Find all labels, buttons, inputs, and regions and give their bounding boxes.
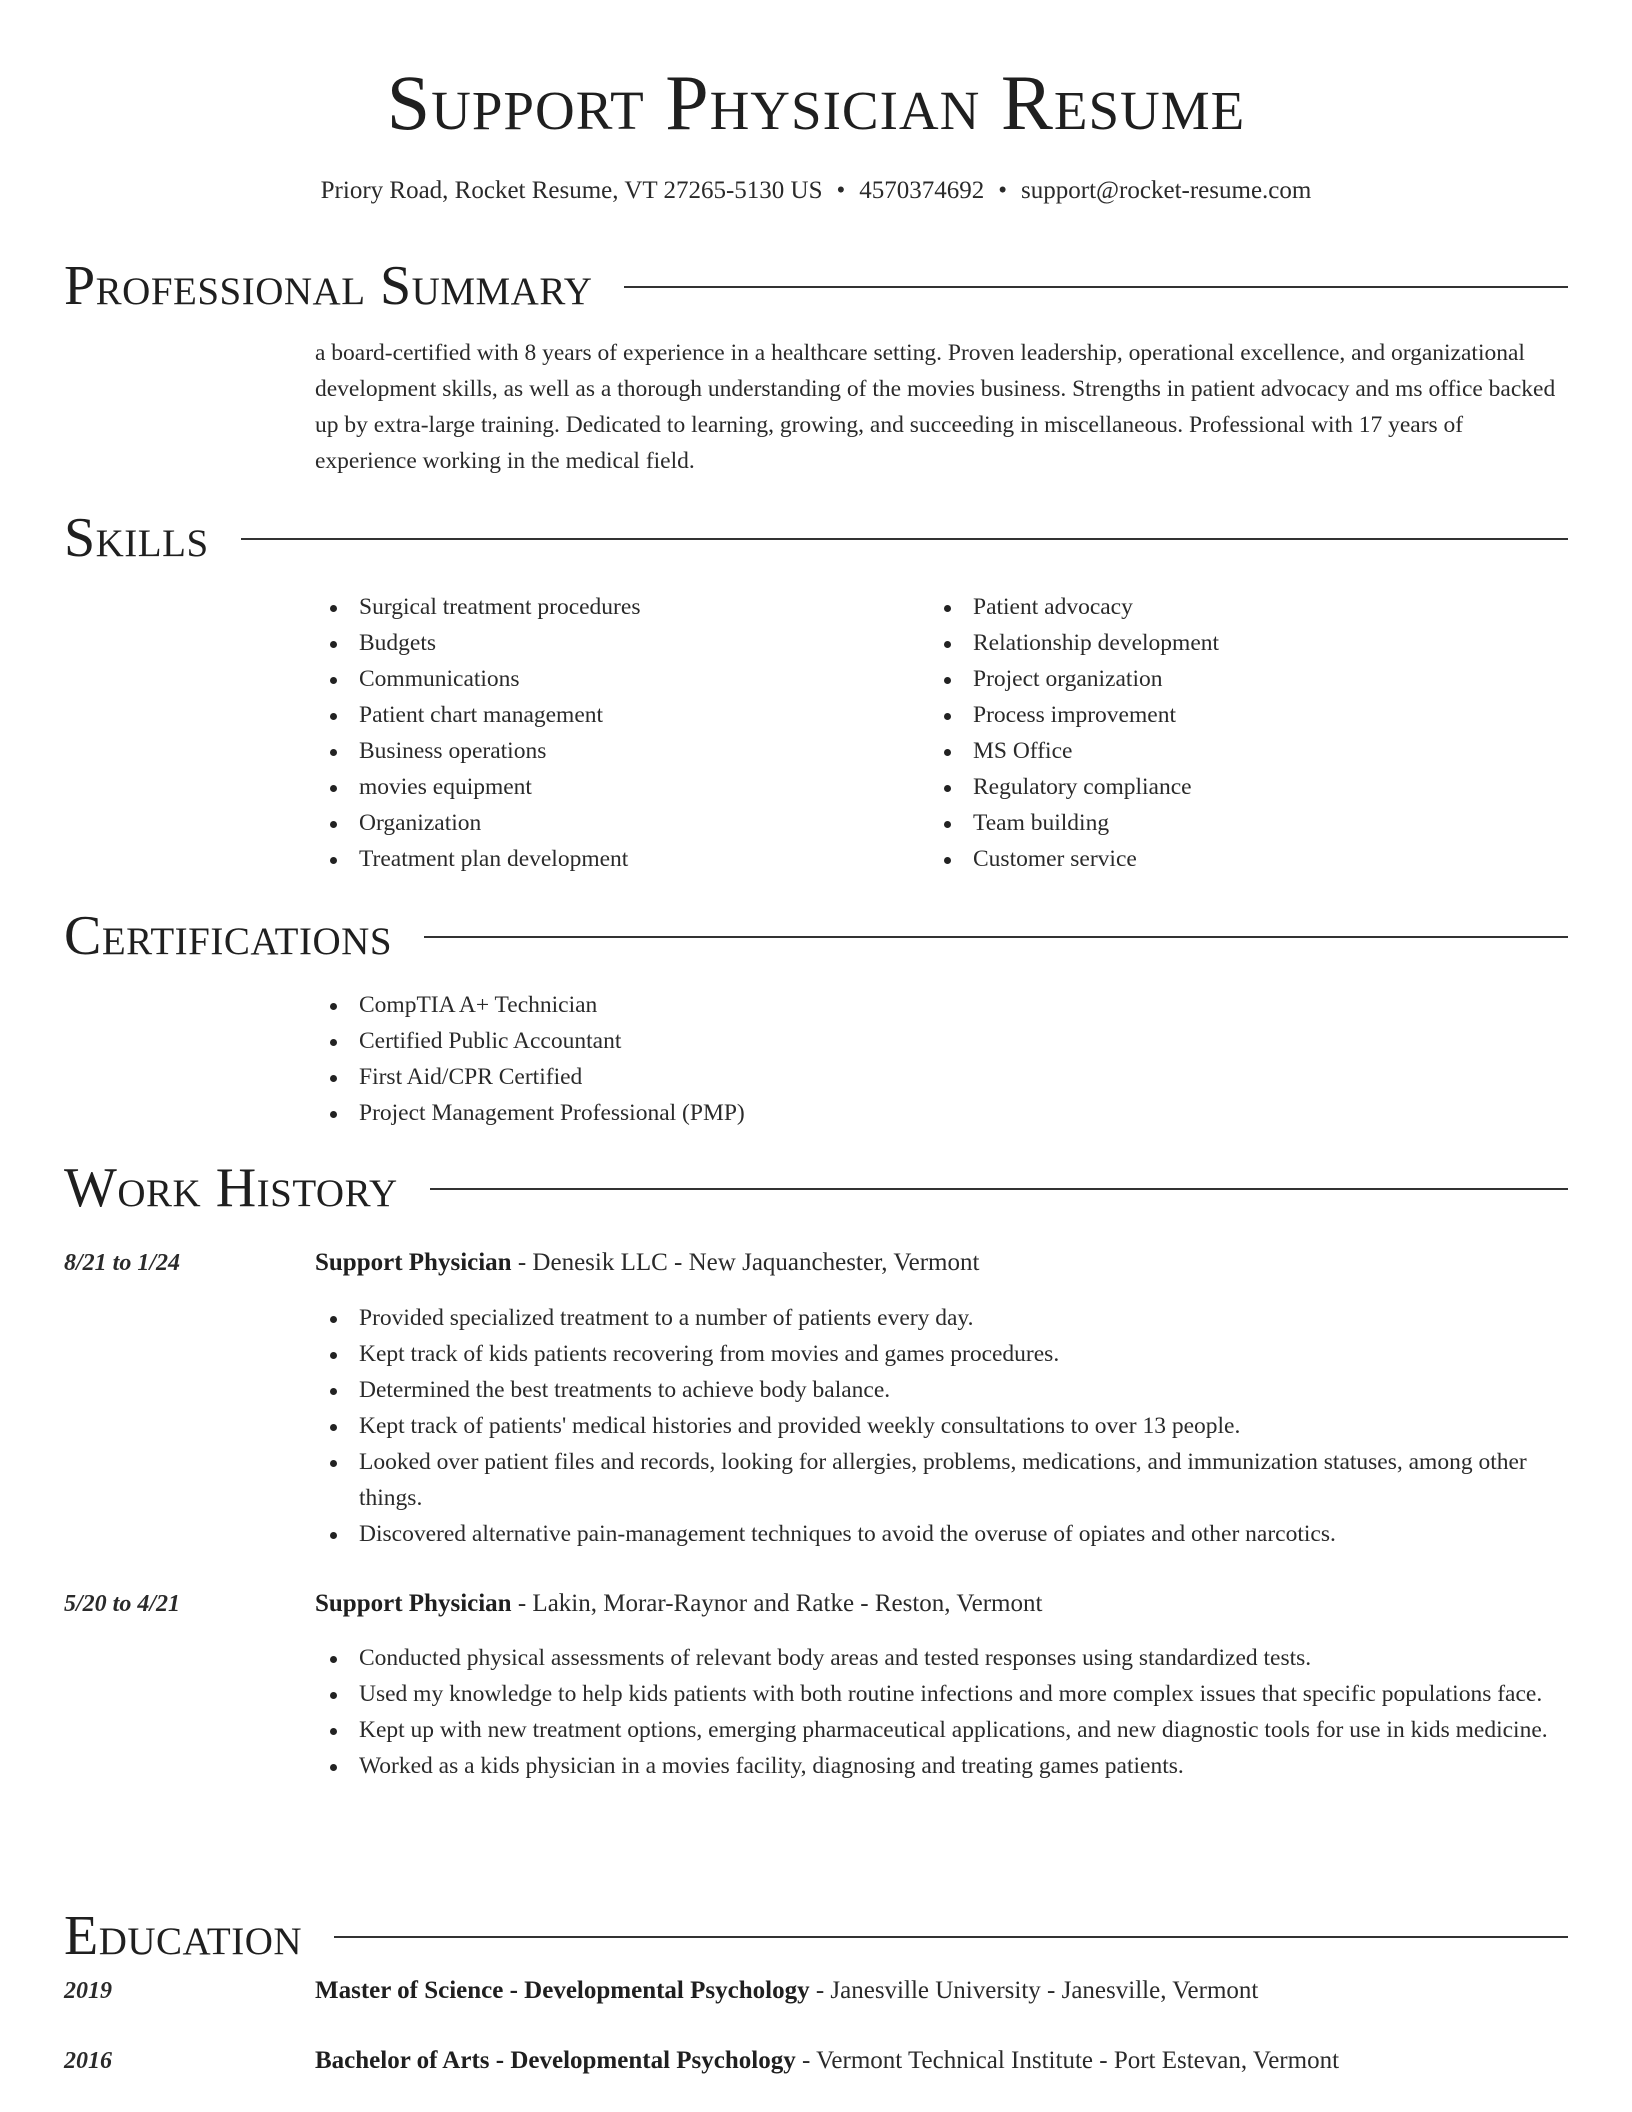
job-employer: - Lakin, Morar-Raynor and Ratke - Reston, Vermont (511, 1590, 1043, 1617)
skill-item: Treatment plan development (315, 841, 925, 877)
certifications-heading: Certifications (64, 905, 393, 967)
job-bullets (315, 1640, 1568, 1784)
skill-item: Organization (315, 805, 925, 841)
contact-separator: • (998, 177, 1008, 204)
job-bullet: Worked as a kids physician in a movies facility, diagnosing and treating games patients. (315, 1748, 1568, 1784)
skill-item: Business operations (315, 733, 925, 769)
skill-item: Customer service (929, 841, 1549, 877)
skills-list-left (315, 589, 925, 877)
education-school: - Janesville University - Janesville, Vermont (809, 1977, 1259, 2004)
skill-item: MS Office (929, 733, 1549, 769)
skill-item: Budgets (315, 625, 925, 661)
section-divider (424, 936, 1568, 938)
job-dates: 5/20 to 4/21 (64, 1591, 181, 1617)
job-bullet: Conducted physical assessments of relevant body areas and tested responses using standardized tests. (315, 1640, 1568, 1676)
education-degree: Master of Science - Developmental Psychology (315, 1977, 810, 2004)
education-entry (315, 2043, 1568, 2079)
job-bullet: Looked over patient files and records, looking for allergies, problems, medications, and immunization statuses, among other things. (315, 1444, 1568, 1516)
job-dates: 8/21 to 1/24 (64, 1250, 181, 1276)
summary-heading: Professional Summary (64, 255, 593, 317)
summary-section-header (64, 256, 1568, 316)
job-bullet: Kept up with new treatment options, emerging pharmaceutical applications, and new diagnostic tools for use in kids medicine. (315, 1712, 1568, 1748)
education-year: 2019 (64, 1978, 112, 2004)
job-bullet: Discovered alternative pain-management techniques to avoid the overuse of opiates and other narcotics. (315, 1516, 1568, 1552)
skill-item: Patient advocacy (929, 589, 1549, 625)
job-bullet: Kept track of patients' medical histories and provided weekly consultations to over 13 people. (315, 1408, 1568, 1444)
skill-item: Project organization (929, 661, 1549, 697)
job-title: Support Physician (315, 1590, 512, 1617)
summary-text: a board-certified with 8 years of experience in a healthcare setting. Proven leadership, operational excellence, and organizational development skills, as well as a thorough understanding of the movies business. Strengths in patient advocacy and ms office backed up by extra-large training. Dedicated to learning, growing, and succeeding in miscellaneous. Professional with 17 years of experience working in the medical field. (315, 340, 1556, 474)
section-divider (241, 538, 1568, 540)
education-school: - Vermont Technical Institute - Port Estevan, Vermont (795, 2047, 1340, 2074)
job-bullet: Used my knowledge to help kids patients with both routine infections and more complex issues that specific populations face. (315, 1676, 1568, 1712)
resume-title: Support Physician Resume (386, 59, 1246, 146)
section-divider (334, 1936, 1568, 1938)
contact-email[interactable]: support@rocket-resume.com (1021, 177, 1312, 204)
skill-item: Regulatory compliance (929, 769, 1549, 805)
skills-heading: Skills (64, 507, 209, 569)
skill-item: Communications (315, 661, 925, 697)
skill-item: Patient chart management (315, 697, 925, 733)
job-heading (315, 1586, 1568, 1622)
section-divider (624, 286, 1568, 288)
skill-item: movies equipment (315, 769, 925, 805)
education-section-header (64, 1906, 1568, 1966)
education-entry (315, 1973, 1568, 2009)
job-employer: - Denesik LLC - New Jaquanchester, Vermont (511, 1249, 980, 1276)
certifications-list (315, 987, 1568, 1131)
skill-item: Team building (929, 805, 1549, 841)
work-section-header (64, 1158, 1568, 1218)
certification-item: CompTIA A+ Technician (315, 987, 1568, 1023)
job-bullet: Kept track of kids patients recovering from movies and games procedures. (315, 1336, 1568, 1372)
certification-item: First Aid/CPR Certified (315, 1059, 1568, 1095)
skill-item: Relationship development (929, 625, 1549, 661)
contact-separator: • (836, 177, 846, 204)
contact-phone: 4570374692 (859, 177, 985, 204)
certification-item: Certified Public Accountant (315, 1023, 1568, 1059)
education-heading: Education (64, 1905, 303, 1967)
skill-item: Process improvement (929, 697, 1549, 733)
skills-section-header (64, 508, 1568, 568)
job-bullet: Provided specialized treatment to a number of patients every day. (315, 1300, 1568, 1336)
certification-item: Project Management Professional (PMP) (315, 1095, 1568, 1131)
section-divider (430, 1188, 1568, 1190)
contact-line (0, 174, 1632, 208)
skill-item: Surgical treatment procedures (315, 589, 925, 625)
certifications-section-header (64, 906, 1568, 966)
education-year: 2016 (64, 2048, 112, 2074)
contact-address: Priory Road, Rocket Resume, VT 27265-5130 US (320, 177, 823, 204)
education-degree: Bachelor of Arts - Developmental Psychology (315, 2047, 796, 2074)
skills-list-right (929, 589, 1549, 877)
job-bullets (315, 1300, 1568, 1552)
job-title: Support Physician (315, 1249, 512, 1276)
job-bullet: Determined the best treatments to achieve body balance. (315, 1372, 1568, 1408)
work-heading: Work History (64, 1157, 398, 1219)
job-heading (315, 1245, 1568, 1281)
